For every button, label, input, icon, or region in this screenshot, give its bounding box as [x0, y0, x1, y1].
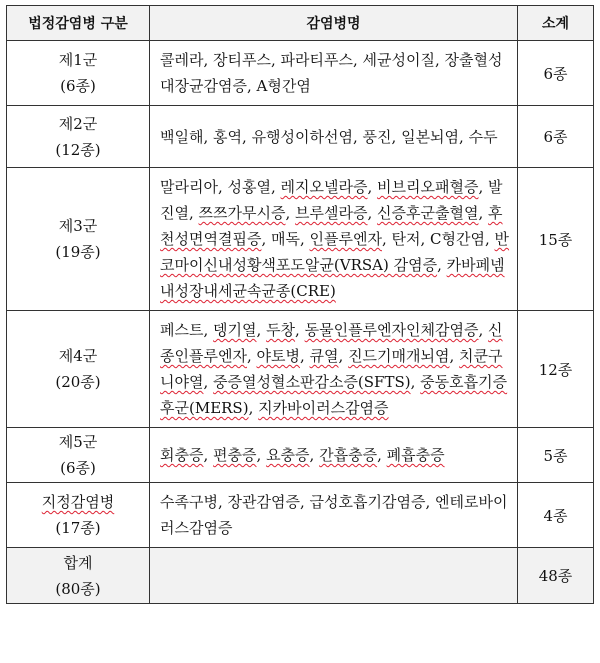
table-row [7, 168, 594, 311]
header-subtotal: 소계 [518, 6, 594, 41]
disease-name: 야토병 [256, 347, 300, 365]
disease-name: 뎅기열 [213, 321, 257, 339]
disease-name: 치쿤구니야열 [160, 347, 503, 391]
disease-name: 회충증 [160, 446, 204, 464]
group-count: (6종) [60, 459, 96, 477]
subtotal-cell: 4종 [518, 483, 594, 548]
disease-name: 탄저 [391, 230, 421, 248]
group-name: 제2군 [58, 114, 98, 133]
group-cell [7, 41, 150, 106]
disease-name: 큐열 [309, 347, 339, 365]
disease-name: 장관감염증 [227, 493, 300, 511]
disease-name: 엔테로바이러스감염증 [160, 493, 508, 537]
group-name: 제5군 [58, 433, 98, 451]
subtotal-cell: 6종 [518, 41, 594, 106]
table-row [7, 106, 594, 168]
group-count: (6종) [60, 77, 96, 95]
group-count: (17종) [55, 519, 101, 537]
table-row [7, 41, 594, 106]
table-row [7, 311, 594, 428]
subtotal-cell: 15종 [518, 168, 594, 311]
disease-list-cell: 말라리아, 성홍열, 레지오넬라증, 비브리오패혈증, 발진열, 쯔쯔가무시증, 브루셀라증, 신증후군출혈열, 후천성면역결핍증, 매독, 인플루엔자, 탄저, C형간염, 반코마이신내성황색포도알균(VRSA) 감염증, 카바페넴내성장내세균속균종(CRE) [150, 168, 518, 311]
disease-name: 급성호흡기감염증 [309, 493, 426, 511]
table-row [7, 428, 594, 483]
disease-name: 백일해 [160, 127, 204, 146]
group-name: 제1군 [58, 51, 98, 69]
header-category: 법정감염병 구분 [7, 6, 150, 41]
disease-list-cell: 페스트, 뎅기열, 두창, 동물인플루엔자인체감염증, 신종인플루엔자, 야토병, 큐열, 진드기매개뇌염, 치쿤구니야열, 중증열성혈소판감소증(SFTS), 중동호흡기증후군(MERS), 지카바이러스감염증 [150, 311, 518, 428]
group-count: (20종) [55, 373, 101, 391]
disease-name: 쯔쯔가무시증 [198, 204, 286, 222]
disease-name: 반코마이신내성황색포도알균(VRSA) 감염증 [160, 230, 510, 274]
disease-name: 장티푸스 [213, 51, 271, 69]
group-name: 제4군 [58, 347, 98, 365]
group-cell [7, 311, 150, 428]
disease-name: 진드기매개뇌염 [348, 347, 450, 365]
disease-name: 인플루엔자 [309, 230, 382, 248]
disease-name: 매독 [270, 230, 300, 248]
disease-name: 발진열 [160, 178, 503, 222]
group-name: 지정감염병 [41, 493, 115, 511]
disease-name: A형간염 [256, 77, 311, 95]
disease-name: 폐흡충증 [386, 446, 445, 464]
disease-name: 일본뇌염 [401, 127, 460, 146]
disease-name: 파라티푸스 [280, 51, 353, 69]
group-cell [7, 428, 150, 483]
disease-name: 두창 [266, 321, 296, 339]
total-label-cell [7, 548, 150, 604]
table-row [7, 483, 594, 548]
disease-name: 장출혈성대장균감염증 [160, 51, 503, 95]
disease-name: 중동호흡기증후군(MERS) [160, 373, 508, 417]
disease-name: 말라리아 [160, 178, 218, 196]
disease-name: 풍진 [362, 127, 392, 146]
disease-list-cell: 콜레라, 장티푸스, 파라티푸스, 세균성이질, 장출혈성대장균감염증, A형간염 [150, 41, 518, 106]
disease-name: C형간염 [430, 230, 485, 248]
group-cell [7, 483, 150, 548]
disease-name: 유행성이하선염 [251, 127, 353, 146]
subtotal-cell: 12종 [518, 311, 594, 428]
total-empty-cell [150, 548, 518, 604]
disease-name: 간흡충증 [319, 446, 378, 464]
disease-name: 레지오넬라증 [280, 178, 368, 196]
disease-name: 신증후군출혈열 [377, 204, 479, 222]
group-count: (19종) [55, 243, 101, 261]
group-name: 제3군 [58, 217, 98, 235]
header-row [7, 6, 594, 41]
disease-name: 편충증 [213, 446, 257, 464]
disease-name: 페스트 [160, 321, 204, 339]
subtotal-cell: 5종 [518, 428, 594, 483]
disease-name: 카바페넴내성장내세균속균종(CRE) [160, 256, 505, 300]
infectious-disease-table [6, 5, 594, 604]
total-label: 합계 [63, 553, 93, 572]
group-cell [7, 106, 150, 168]
disease-name: 후천성면역결핍증 [160, 204, 503, 248]
disease-name: 중증열성혈소판감소증(SFTS) [213, 373, 411, 391]
disease-name: 수족구병 [160, 493, 218, 511]
disease-name: 세균성이질 [362, 51, 435, 69]
group-count: (12종) [55, 140, 101, 159]
disease-name: 동물인플루엔자인체감염증 [304, 321, 479, 339]
subtotal-cell: 6종 [518, 106, 594, 168]
total-group-count: (80종) [55, 579, 101, 598]
disease-list-cell: 백일해, 홍역, 유행성이하선염, 풍진, 일본뇌염, 수두 [150, 106, 518, 168]
disease-name: 수두 [468, 127, 498, 146]
group-cell [7, 168, 150, 311]
disease-name: 성홍열 [227, 178, 271, 196]
total-row [7, 548, 594, 604]
disease-name: 홍역 [213, 127, 243, 146]
disease-name: 브루셀라증 [295, 204, 368, 222]
disease-name: 콜레라 [160, 51, 204, 69]
disease-list-cell: 수족구병, 장관감염증, 급성호흡기감염증, 엔테로바이러스감염증 [150, 483, 518, 548]
disease-list-cell: 회충증, 편충증, 요충증, 간흡충증, 폐흡충증 [150, 428, 518, 483]
disease-name: 신종인플루엔자 [160, 321, 503, 365]
disease-name: 요충증 [266, 446, 310, 464]
total-count-cell: 48종 [518, 548, 594, 604]
disease-name: 지카바이러스감염증 [258, 399, 389, 417]
disease-name: 비브리오패혈증 [377, 178, 479, 196]
header-disease-names: 감염병명 [150, 6, 518, 41]
